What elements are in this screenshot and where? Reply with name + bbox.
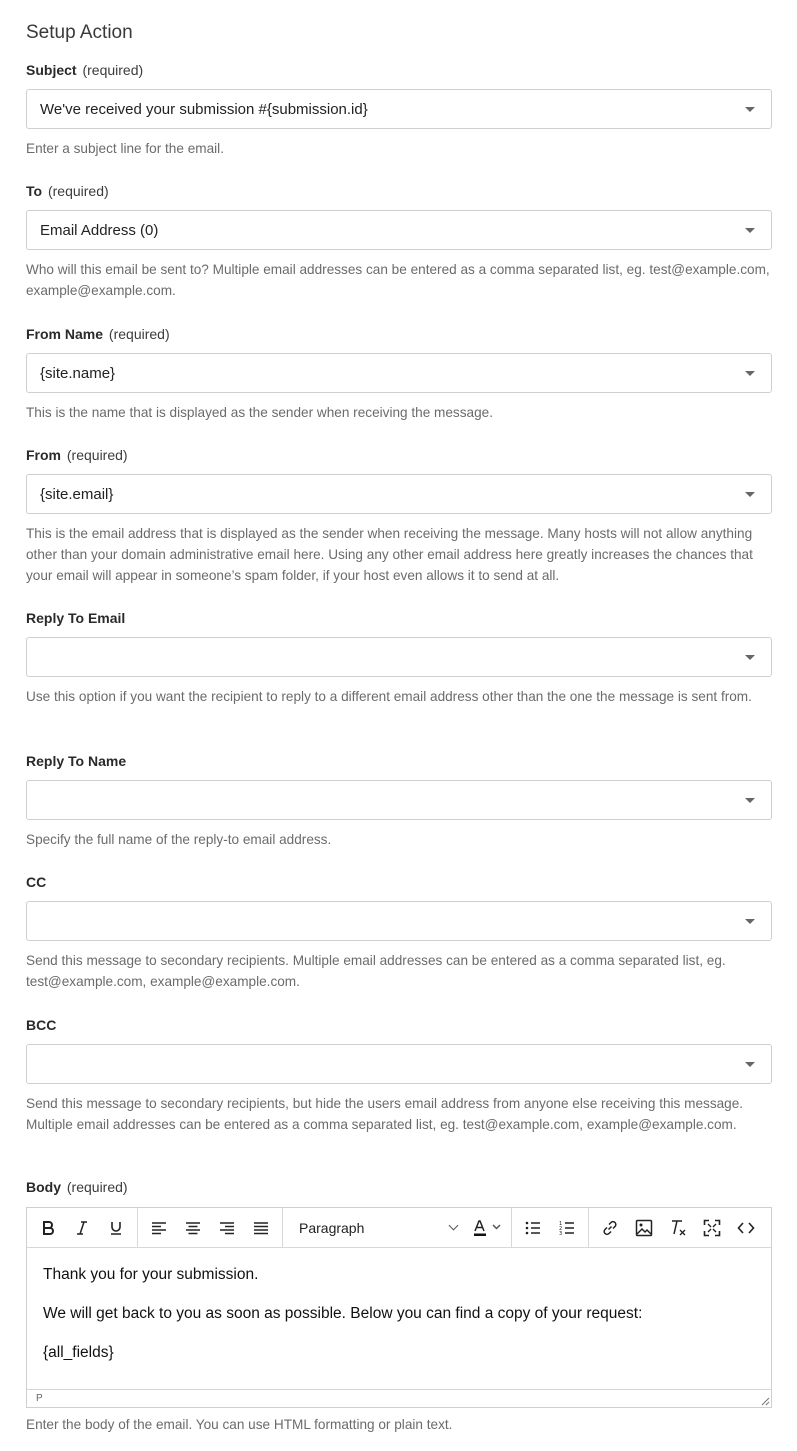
bcc-help: Send this message to secondary recipients, but hide the users email address from anyone else receiving this message. Multiple email addresses can be entered as a comma separated list, eg. test@example.com, example@example.com. (26, 1096, 744, 1132)
editor-toolbar (27, 1208, 771, 1248)
body-label: Body (26, 1179, 61, 1195)
editor-statusbar (27, 1389, 771, 1407)
numbered-list-icon (559, 1220, 575, 1236)
required-marker: (required) (66, 1179, 128, 1195)
from-help: This is the email address that is displayed as the sender when receiving the message. Many hosts will not allow anything other than your domain administrative email here. Using any other email address here greatly increases the chances that your email will appear in someone’s spam folder, if your host even allows it to send at all. (26, 526, 753, 583)
bold-button[interactable] (31, 1211, 65, 1245)
reply-to-name-help: Specify the full name of the reply-to email address. (26, 832, 332, 847)
dropdown-caret-icon (745, 919, 755, 924)
underline-button[interactable] (99, 1211, 133, 1245)
dropdown-caret-icon (745, 1062, 755, 1067)
reply-to-name-field (26, 752, 772, 850)
underline-icon (108, 1220, 124, 1236)
svg-text:3: 3 (559, 1230, 563, 1236)
block-format-value: Paragraph (299, 1219, 365, 1236)
required-marker: (required) (66, 447, 128, 463)
code-icon (737, 1219, 755, 1237)
body-help: Enter the body of the email. You can use HTML formatting or plain text. (26, 1417, 453, 1432)
cc-help: Send this message to secondary recipients. Multiple email addresses can be entered as a comma separated list, eg. test@example.com, example@example.com. (26, 953, 726, 989)
cc-label: CC (26, 874, 47, 890)
image-icon (635, 1219, 653, 1237)
to-field (26, 182, 772, 301)
bcc-label: BCC (26, 1017, 57, 1033)
resize-handle-icon[interactable] (760, 1396, 770, 1406)
body-paragraph: Thank you for your submission. (43, 1266, 259, 1283)
svg-text:2: 2 (559, 1225, 563, 1232)
editor-content[interactable] (27, 1248, 771, 1363)
subject-help: Enter a subject line for the email. (26, 141, 224, 156)
from-name-help: This is the name that is displayed as the sender when receiving the message. (26, 405, 493, 420)
align-left-icon (151, 1220, 167, 1236)
bcc-field (26, 1016, 772, 1135)
from-select[interactable] (26, 474, 772, 514)
subject-field (26, 61, 772, 159)
source-code-button[interactable] (729, 1211, 763, 1245)
link-icon (601, 1219, 619, 1237)
align-left-button[interactable] (142, 1211, 176, 1245)
required-marker: (required) (108, 326, 170, 342)
align-justify-button[interactable] (244, 1211, 278, 1245)
align-right-icon (219, 1220, 235, 1236)
clear-formatting-icon (669, 1219, 687, 1237)
from-field (26, 446, 772, 586)
from-name-select[interactable] (26, 353, 772, 393)
reply-to-email-select[interactable] (26, 637, 772, 677)
bullet-list-button[interactable] (516, 1211, 550, 1245)
reply-to-name-label: Reply To Name (26, 753, 127, 769)
reply-to-name-select[interactable] (26, 780, 772, 820)
reply-to-email-help: Use this option if you want the recipient to reply to a different email address other than the one the message is sent from. (26, 689, 752, 704)
align-justify-icon (253, 1220, 269, 1236)
cc-select[interactable] (26, 901, 772, 941)
italic-icon (74, 1220, 90, 1236)
required-marker: (required) (82, 62, 144, 78)
numbered-list-button[interactable] (550, 1211, 584, 1245)
bcc-select[interactable] (26, 1044, 772, 1084)
from-label: From (26, 447, 61, 463)
dropdown-caret-icon (745, 492, 755, 497)
to-select[interactable] (26, 210, 772, 250)
align-center-icon (185, 1220, 201, 1236)
chevron-down-icon (449, 1221, 459, 1231)
element-path[interactable]: P (36, 1393, 43, 1404)
fullscreen-icon (703, 1219, 721, 1237)
dropdown-caret-icon (745, 655, 755, 660)
from-name-label: From Name (26, 326, 104, 342)
cc-field (26, 873, 772, 992)
link-button[interactable] (593, 1211, 627, 1245)
align-center-button[interactable] (176, 1211, 210, 1245)
subject-label: Subject (26, 62, 77, 78)
from-name-field (26, 325, 772, 423)
svg-text:1: 1 (559, 1220, 563, 1227)
reply-to-email-field (26, 609, 772, 707)
text-color-button[interactable] (467, 1211, 507, 1245)
body-paragraph: We will get back to you as soon as possible. Below you can find a copy of your request: (43, 1305, 643, 1322)
clear-formatting-button[interactable] (661, 1211, 695, 1245)
section-title: Setup Action (26, 22, 133, 43)
bold-icon (40, 1220, 56, 1236)
align-right-button[interactable] (210, 1211, 244, 1245)
subject-select[interactable] (26, 89, 772, 129)
to-value: Email Address (0) (40, 221, 159, 239)
from-value: {site.email} (40, 485, 114, 503)
italic-button[interactable] (65, 1211, 99, 1245)
body-field-label (26, 1178, 772, 1196)
fullscreen-button[interactable] (695, 1211, 729, 1245)
dropdown-caret-icon (745, 107, 755, 112)
dropdown-caret-icon (745, 371, 755, 376)
block-format-select[interactable] (287, 1211, 467, 1245)
body-paragraph: {all_fields} (43, 1344, 114, 1361)
to-help: Who will this email be sent to? Multiple email addresses can be entered as a comma separated list, eg. test@example.com, example@example.com. (26, 262, 770, 298)
image-button[interactable] (627, 1211, 661, 1245)
text-color-icon (473, 1219, 501, 1237)
from-name-value: {site.name} (40, 364, 116, 382)
reply-to-email-label: Reply To Email (26, 610, 126, 626)
to-label: To (26, 183, 43, 199)
dropdown-caret-icon (745, 798, 755, 803)
bullet-list-icon (525, 1220, 541, 1236)
subject-value: We've received your submission #{submission.id} (40, 100, 368, 118)
body-editor (26, 1207, 772, 1408)
dropdown-caret-icon (745, 228, 755, 233)
required-marker: (required) (47, 183, 109, 199)
